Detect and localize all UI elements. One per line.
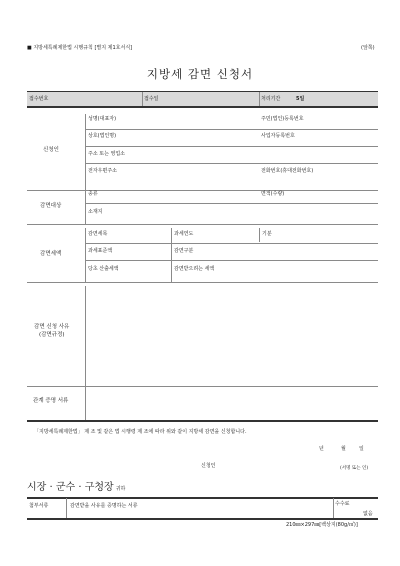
tax-year-label: 과세연도 [174,231,194,237]
declaration-applicant-label: 신청인 [201,463,216,469]
applicant-row-line-3 [85,163,378,164]
company-name-label: 상호(법인명) [88,133,117,139]
address-label: 주소 또는 영업소 [88,151,125,157]
details-row-line-1 [85,243,378,244]
processing-period-value: 5일 [296,96,305,102]
applicant-section-label: 신청인 [43,147,59,153]
receipt-row-bottom-border [27,106,378,108]
regulation-reference: ■ 지방세특례제한법 시행규칙 [별지 제1호서식] [27,45,133,51]
declaration-year: 년 [319,446,324,452]
target-area-label: 면적(수량) [261,191,285,197]
signature-note: (서명 또는 인) [340,466,369,471]
business-number-label: 사업자등록번호 [261,133,295,139]
target-type-label: 종류 [88,191,98,197]
footer-table-bottom-border [27,518,378,520]
target-section-label: 감면대상 [40,203,62,209]
details-bottom-border [27,282,378,283]
receipt-row-band [27,92,378,106]
recipient-name: 시장 · 군수 · 구청장 [27,482,114,493]
applicant-label-divider [85,114,86,190]
paper-side-note: (앞쪽) [361,45,375,51]
email-label: 전자우편주소 [88,168,117,174]
target-bottom-border [27,224,378,225]
recipient [27,478,125,493]
processing-period-label: 처리기간 [261,96,281,102]
receipt-number-label: 접수번호 [29,96,49,102]
deduction-category-label: 감면구분 [174,248,194,254]
declaration-text: 「지방세특례제한법」 제 조 및 같은 법 시행령 제 조에 따라 위와 같이 지방세 감면을 신청합니다. [34,429,247,435]
target-location-label: 소재지 [88,209,103,215]
reason-label-divider [85,286,86,386]
page-title: 지방세 감면 신청서 [146,67,254,81]
attachments-divider-1 [66,498,67,518]
documents-bottom-border [27,420,378,422]
attachments-label: 첨부서류 [29,503,49,509]
reason-sublabel: (감면규정) [39,332,65,338]
phone-label: 전화번호(휴대전화번호) [261,168,314,174]
applicant-row-line-2 [85,146,378,147]
original-tax-label: 당초 산출세액 [88,266,119,272]
reason-bottom-border [27,386,378,387]
fee-value: 없음 [363,511,373,517]
attachments-divider-2 [333,498,334,518]
reduced-tax-label: 감면받으려는 세액 [174,266,215,272]
footer-table-top-border [27,497,378,499]
documents-label-divider [85,386,86,420]
details-column-divider-2 [259,228,260,242]
declaration-day: 일 [359,446,364,452]
attachments-description: 감면받을 사유를 증명하는 서류 [70,503,138,509]
recipient-suffix: 귀하 [115,486,126,492]
tax-base-label: 과세표준액 [88,248,113,254]
documents-label: 관계 증명 서류 [33,398,69,404]
details-column-divider-1 [171,228,172,282]
paper-spec: 210㎜×297㎜[백상지(80g/㎡)] [286,522,358,528]
receipt-divider-2 [259,92,260,106]
applicant-name-label: 성명(대표자) [88,116,117,122]
target-label-divider [85,190,86,224]
details-label-divider [85,228,86,282]
reason-label: 감면 신청 사유 [34,324,70,330]
details-section-label: 감면세액 [40,251,62,257]
details-row-line-2 [85,260,378,261]
receipt-date-label: 접수일 [144,96,159,102]
tax-item-label: 감면세목 [88,231,108,237]
resident-number-label: 주민(법인)등록번호 [261,116,304,122]
target-row-line [85,203,378,204]
applicant-bottom-border [27,190,378,191]
applicant-row-line-1 [85,129,378,130]
tax-period-label: 기분 [262,231,272,237]
fee-label: 수수료 [335,501,350,507]
declaration-month: 월 [341,446,346,452]
receipt-divider-1 [142,92,143,106]
